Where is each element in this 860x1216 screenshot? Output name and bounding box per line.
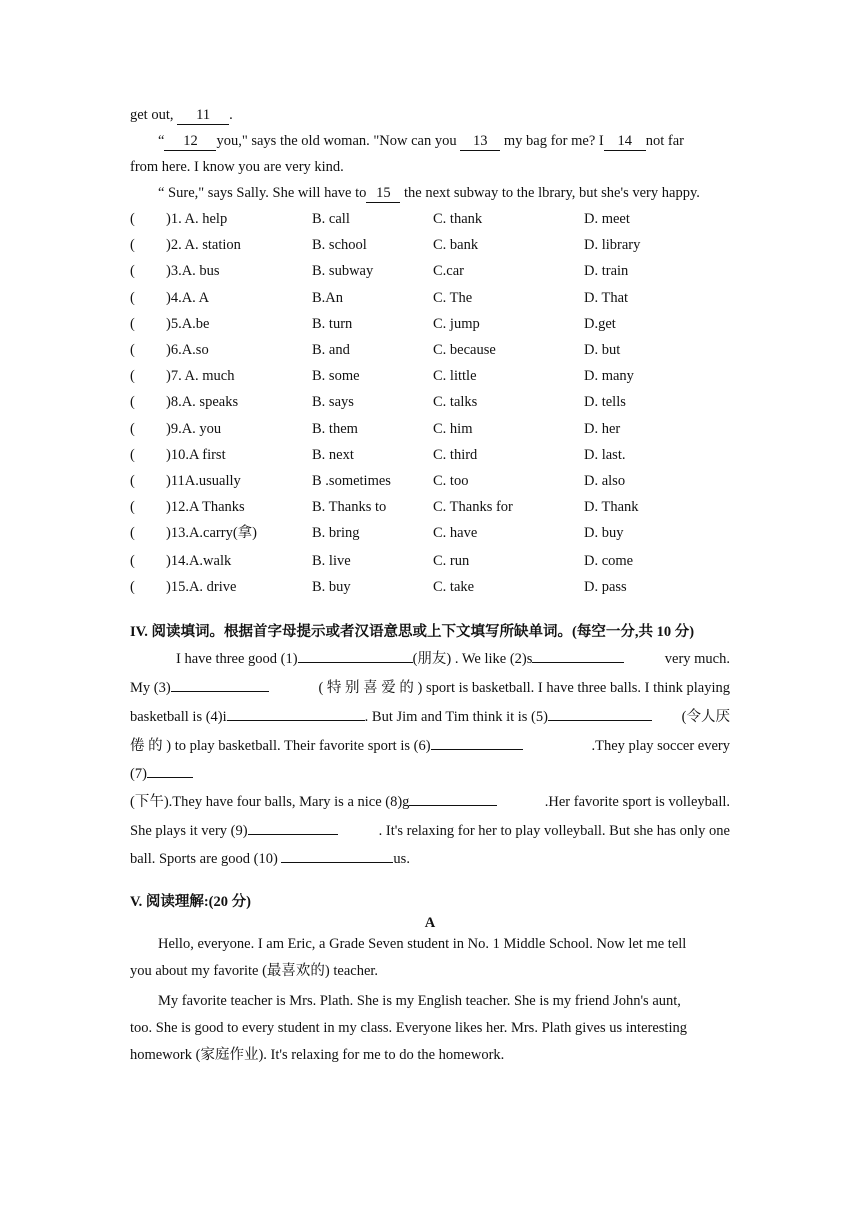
blank-s4-5[interactable]: [548, 706, 652, 721]
s4-line-2: [130, 674, 730, 703]
option-a: )14.A.walk: [166, 553, 232, 570]
option-d: D. Thank: [584, 499, 639, 516]
s4-line-8: [130, 846, 730, 873]
passage-a-line: you about my favorite (最喜欢的) teacher.: [130, 962, 379, 979]
option-b: B. says: [312, 394, 354, 411]
option-c: C. have: [433, 525, 478, 542]
answer-paren: (: [130, 289, 135, 306]
s4-text: very much.: [664, 650, 730, 667]
option-d: D. tells: [584, 394, 626, 411]
blank-15: 15: [366, 184, 400, 203]
blank-s4-10[interactable]: [281, 848, 393, 863]
option-c: C. bank: [433, 237, 479, 254]
option-row: [130, 337, 730, 363]
s4-text: (令人厌: [681, 708, 730, 725]
option-b: B. next: [312, 446, 354, 463]
s4-line-6: [130, 788, 730, 817]
answer-paren: (: [130, 579, 135, 596]
answer-paren: (: [130, 341, 135, 358]
option-row: [130, 574, 730, 600]
option-d: D. but: [584, 341, 621, 358]
option-c: C. run: [433, 553, 470, 570]
option-row: [130, 468, 730, 494]
option-b: B. call: [312, 211, 350, 227]
option-d: D. last.: [584, 446, 626, 463]
passage-a-line: My favorite teacher is Mrs. Plath. She is my English teacher. She is my friend John's aunt,: [158, 992, 681, 1009]
option-d: D. buy: [584, 525, 624, 542]
option-a: )11A.usually: [166, 472, 241, 489]
option-d: D. many: [584, 368, 634, 385]
cloze-text: “ Sure," says Sally. She will have to: [158, 185, 367, 201]
blank-12: 12: [164, 132, 216, 151]
answer-paren: (: [130, 553, 135, 570]
s4-text: (下午).They have four balls, Mary is a nice (8)g: [130, 793, 410, 810]
option-row: [130, 311, 730, 337]
option-d: D. her: [584, 420, 621, 437]
option-b: B.An: [312, 289, 344, 306]
passage-a-line: too. She is good to every student in my class. Everyone likes her. Mrs. Plath gives us interesting: [130, 1019, 687, 1036]
cloze-text: you," says the old woman. "Now can you: [216, 133, 461, 149]
option-c: C. little: [433, 368, 477, 385]
option-a: )13.A.carry(拿): [166, 525, 257, 542]
option-row: [130, 494, 730, 520]
answer-paren: (: [130, 368, 135, 385]
blank-14: 14: [604, 132, 646, 151]
cloze-text: not far: [645, 133, 684, 149]
options-list: [130, 206, 730, 601]
option-a: )9.A. you: [166, 420, 222, 437]
option-row: [130, 206, 730, 232]
option-c: C. jump: [433, 315, 480, 332]
s4-text: ( 特 别 喜 爱 的 ) sport is basketball. I have three balls. I think playing: [318, 679, 730, 696]
answer-paren: (: [130, 237, 135, 254]
option-c: C. because: [433, 341, 496, 358]
option-b: B. school: [312, 237, 367, 254]
option-a: )15.A. drive: [166, 579, 237, 596]
option-c: C. Thanks for: [433, 499, 513, 516]
option-c: C. him: [433, 420, 473, 437]
s4-text: I have three good (1): [176, 650, 298, 667]
option-row: [130, 389, 730, 415]
section-5-title: V. 阅读理解:(20 分): [130, 893, 251, 910]
option-row: [130, 363, 730, 389]
answer-paren: (: [130, 263, 135, 280]
s4-text: 倦 的 ) to play basketball. Their favorite sport is (6): [130, 737, 431, 754]
blank-s4-1[interactable]: [298, 648, 413, 663]
option-b: B. bring: [312, 525, 360, 542]
option-a: )7. A. much: [166, 368, 235, 385]
s4-text: [130, 703, 652, 732]
option-d: D. train: [584, 263, 629, 280]
s4-text: . But Jim and Tim think it is (5): [364, 708, 548, 725]
blank-s4-7[interactable]: [147, 763, 193, 778]
option-a: )5.A.be: [166, 315, 210, 332]
answer-paren: (: [130, 472, 135, 489]
blank-s4-2[interactable]: [532, 648, 624, 663]
cloze-line-4: [130, 180, 730, 206]
option-row: [130, 232, 730, 258]
option-c: C.car: [433, 263, 464, 280]
s4-text: My (3): [130, 679, 171, 696]
option-c: C. The: [433, 289, 473, 306]
option-row: [130, 285, 730, 311]
option-c: C. thank: [433, 211, 483, 227]
s4-line-1: [130, 645, 730, 674]
blank-s4-8[interactable]: [409, 791, 497, 806]
s4-text: (朋友) . We like (2)s: [412, 650, 533, 667]
s4-text: [130, 817, 338, 846]
blank-s4-6[interactable]: [431, 735, 523, 750]
answer-paren: (: [130, 446, 135, 463]
s4-text: (7): [130, 765, 147, 782]
option-b: B .sometimes: [312, 472, 391, 489]
answer-paren: (: [130, 420, 135, 437]
option-a: )4.A. A: [166, 289, 210, 306]
answer-paren: (: [130, 211, 135, 227]
answer-paren: (: [130, 315, 135, 332]
answer-paren: (: [130, 525, 135, 542]
exam-page: [130, 102, 730, 1069]
s4-line-7: [130, 817, 730, 846]
s4-text: .They play soccer every: [591, 737, 730, 754]
option-row: [130, 548, 730, 574]
option-row: [130, 258, 730, 284]
option-c: C. talks: [433, 394, 478, 411]
option-b: B. subway: [312, 263, 374, 280]
option-d: D. library: [584, 237, 641, 254]
s4-text: basketball is (4)i: [130, 708, 227, 725]
option-b: B. them: [312, 420, 358, 437]
cloze-text: get out,: [130, 107, 178, 123]
option-b: B. and: [312, 341, 350, 358]
blank-s4-4[interactable]: [227, 706, 365, 721]
option-b: B. Thanks to: [312, 499, 387, 516]
cloze-text: “: [158, 133, 165, 149]
s4-text: ball. Sports are good (10): [130, 850, 282, 867]
option-d: D. pass: [584, 579, 627, 596]
s4-text: . It's relaxing for her to play volleyball. But she has only one: [378, 822, 730, 839]
s4-line-4: [130, 732, 730, 761]
answer-paren: (: [130, 394, 135, 411]
option-a: )1. A. help: [166, 211, 228, 227]
cloze-line-2: [130, 128, 730, 154]
cloze-line-3: from here. I know you are very kind.: [130, 159, 344, 175]
cloze-text: .: [229, 107, 233, 123]
blank-11: 11: [177, 106, 229, 125]
s4-text: [176, 645, 624, 674]
passage-a-line: homework (家庭作业). It's relaxing for me to do the homework.: [130, 1046, 505, 1063]
s4-text: [130, 674, 269, 703]
option-b: B. buy: [312, 579, 351, 596]
blank-s4-3[interactable]: [171, 677, 269, 692]
option-a: )10.A first: [166, 446, 226, 463]
s4-text: [130, 788, 497, 817]
blank-s4-9[interactable]: [248, 820, 338, 835]
option-a: )6.A.so: [166, 341, 209, 358]
s4-text: us.: [393, 850, 410, 867]
option-a: )8.A. speaks: [166, 394, 239, 411]
option-a: )2. A. station: [166, 237, 241, 254]
answer-paren: (: [130, 499, 135, 516]
option-a: )3.A. bus: [166, 263, 220, 280]
passage-a-line: Hello, everyone. I am Eric, a Grade Seven student in No. 1 Middle School. Now let me tell: [158, 935, 687, 952]
s4-line-5: [130, 761, 730, 788]
option-d: D. also: [584, 472, 626, 489]
passage-label: A: [424, 914, 436, 931]
section-4-title: IV. 阅读填词。根据首字母提示或者汉语意思或上下文填写所缺单词。(每空一分,共 10 分): [130, 623, 695, 640]
option-d: D. come: [584, 553, 634, 570]
option-b: B. live: [312, 553, 351, 570]
option-b: B. some: [312, 368, 360, 385]
option-b: B. turn: [312, 315, 353, 332]
option-d: D. meet: [584, 211, 630, 227]
cloze-line-1: [130, 102, 730, 128]
option-c: C. too: [433, 472, 469, 489]
cloze-text: the next subway to the lbrary, but she's very happy.: [400, 185, 700, 201]
blank-13: 13: [460, 132, 500, 151]
option-c: C. take: [433, 579, 475, 596]
s4-text: She plays it very (9): [130, 822, 248, 839]
option-d: D. That: [584, 289, 629, 306]
cloze-text: my bag for me? I: [500, 133, 604, 149]
option-c: C. third: [433, 446, 478, 463]
option-d: D.get: [584, 315, 616, 332]
s4-text: [130, 732, 523, 761]
option-row: [130, 416, 730, 442]
s4-text: .Her favorite sport is volleyball.: [544, 793, 730, 810]
option-row: [130, 442, 730, 468]
option-a: )12.A Thanks: [166, 499, 245, 516]
s4-line-3: [130, 703, 730, 732]
option-row: [130, 520, 730, 548]
